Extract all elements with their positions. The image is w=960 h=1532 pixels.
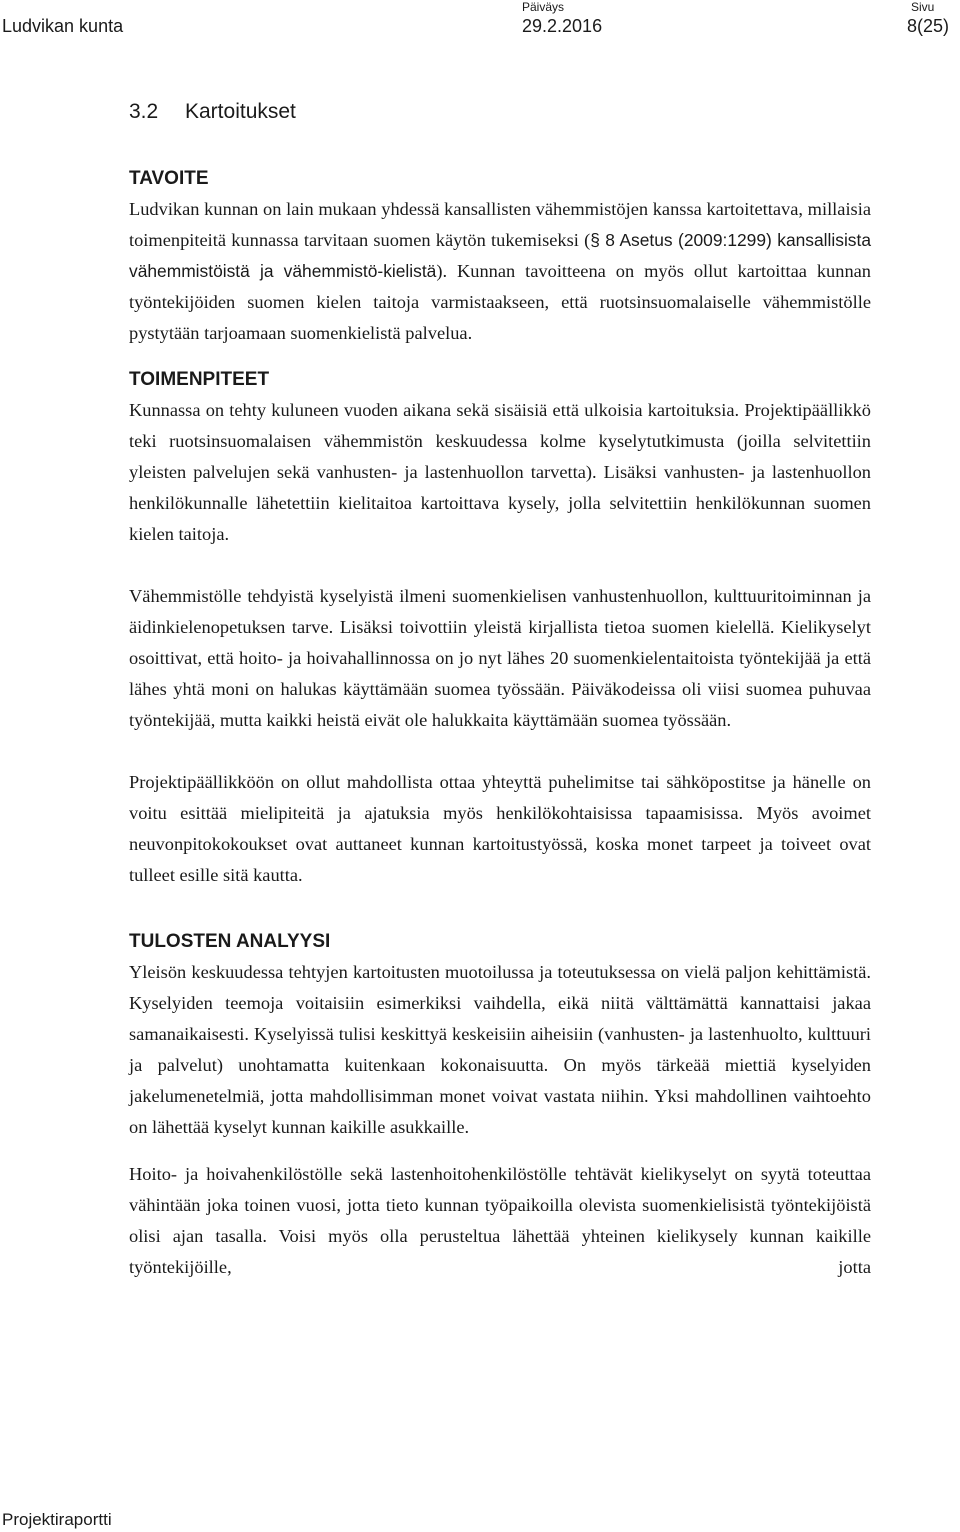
section-title <box>129 100 296 124</box>
document-body <box>129 164 871 1283</box>
paragraph-tavoite <box>129 194 871 349</box>
heading-toimenpiteet: TOIMENPITEET <box>129 369 270 390</box>
paragraph-tulosten-2: Hoito- ja hoivahenkilöstölle sekä lastenhoitohenkilöstölle tehtävät kielikyselyt on syytä toteuttaa vähintään joka toinen vuosi, jotta tieto kunnan työpaikoilla olevista suomenkielisistä työntekijöistä olisi ajan tasalla. Voisi myös olla perusteltua lähettää yhteinen kielikysely kunnan kaikille työntekijöille, jotta <box>129 1164 871 1277</box>
tavoite-text-start: Ludvikan kunnan on lain mukaan yhdessä kansallisten vähemmistöjen kanssa kartoitettava, millaisia toimenpiteitä kunnassa tarvitaan suomen käytön tukemiseksi ( <box>129 199 871 250</box>
paragraph-tulosten-1: Yleisön keskuudessa tehtyjen kartoitusten muotoilussa ja toteutuksessa on vielä paljon kehittämistä. Kyselyiden teemoja voitaisiin esimerkiksi vaihdella, eikä niitä välttämättä kannattaisi jakaa samanaikaisesti. Kyselyissä tulisi keskittyä keskeisiin aiheisiin (vanhusten- ja lastenhuolto, kulttuuri ja palvelut) unohtamatta kuitenkaan kokonaisuutta. On myös tärkeää miettiä kyselyiden jakelumenetelmiä, jotta mahdollisimman monet voivat vastata niihin. Yksi mahdollinen vaihtoehto on lähettää kyselyt kunnan kaikille asukkaille. <box>129 962 871 1137</box>
tavoite-law-reference: § 8 Asetus (2009:1299) kansallisista vähemmistöistä ja vähemmistö-kielistä <box>129 230 872 281</box>
heading-tulosten-analyysi: TULOSTEN ANALYYSI <box>129 931 331 952</box>
header-page-label: Sivu <box>911 0 935 14</box>
header-date: 29.2.2016 <box>522 16 603 36</box>
tavoite-text-end: ). Kunnan tavoitteena on myös ollut kartoittaa kunnan työntekijöiden suomen kielen taitoja varmistaakseen, että ruotsinsuomalaiselle vähemmistölle pystytään tarjoamaan suomenkielistä palvelua. <box>129 261 871 343</box>
paragraph-toimenpiteet-1: Kunnassa on tehty kuluneen vuoden aikana sekä sisäisiä että ulkoisia kartoituksia. Projektipäällikkö teki ruotsinsuomalaisen vähemmistön keskuudessa kolme kyselytutkimusta (joilla selvitettiin yleisten palvelujen sekä vanhusten- ja lastenhuollon tarvetta). Lisäksi vanhusten- ja lastenhuollon henkilökunnalle lähetettiin kielitaitoa kartoittava kysely, jolla selvitettiin henkilökunnan suomen kielen taitoja. <box>129 400 871 544</box>
header-page-number: 8(25) <box>907 16 950 36</box>
section-number: 3.2 <box>129 100 159 123</box>
heading-tavoite: TAVOITE <box>129 168 209 189</box>
paragraph-toimenpiteet-3: Projektipäällikköön on ollut mahdollista ottaa yhteyttä puhelimitse tai sähköpostitse ja hänelle on voitu esittää mielipiteitä ja ajatuksia myös henkilökohtaisissa tapaamisissa. Myös avoimet neuvonpitokokoukset ovat auttaneet kunnan kartoitustyössä, koska monet tarpeet ja toiveet ovat tulleet esille sitä kautta. <box>129 772 871 885</box>
footer-label: Projektiraportti <box>2 1510 112 1529</box>
section-title-text: Kartoitukset <box>185 100 296 123</box>
paragraph-toimenpiteet-2: Vähemmistölle tehdyistä kyselyistä ilmeni suomenkielisen vanhustenhuollon, kulttuuritoiminnan ja äidinkielenopetuksen tarve. Lisäksi toivottiin yleistä kirjallista tietoa suomen kielellä. Kielikyselyt osoittivat, että hoito- ja hoivahallinnossa on jo nyt lähes 20 suomenkielentaitoista työntekijää ja että lähes yhtä moni on halukas käyttämään suomea työssään. Päiväkodeissa oli viisi suomea puhuvaa työntekijää, mutta kaikki heistä eivät ole halukkaita käyttämään suomea työssään. <box>129 586 871 730</box>
header-date-label: Päiväys <box>522 0 565 14</box>
header-organization: Ludvikan kunta <box>2 16 124 36</box>
